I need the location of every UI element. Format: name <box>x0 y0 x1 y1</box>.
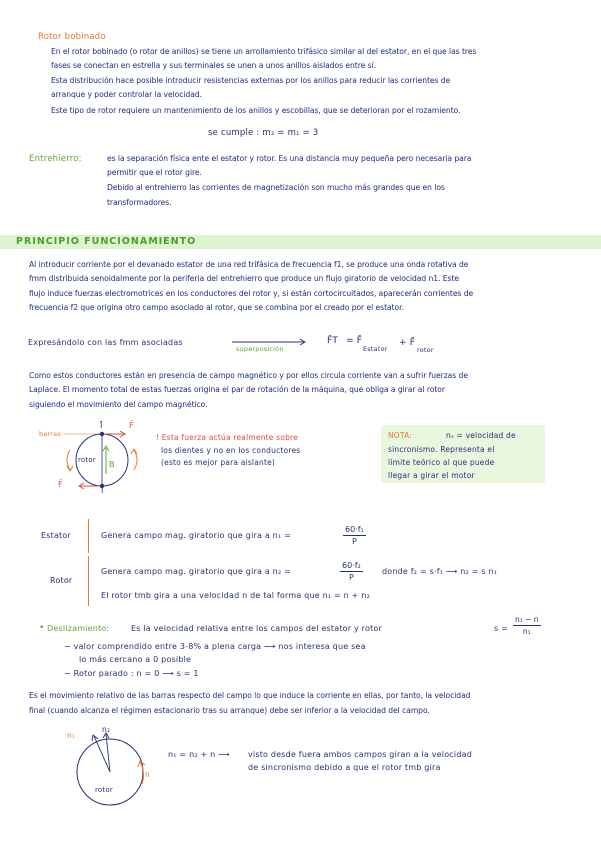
deslizamiento-text: Es la velocidad relativa entre los campos del estator y rotor <box>131 624 383 633</box>
section-header-title: PRINCIPIO FUNCIONAMIENTO <box>16 236 197 247</box>
principio-p1-line1: Al introducir corriente por el devanado estator de una red trifásica de frecuencia f1, se produce una onda rotativa de <box>29 260 469 269</box>
principio-p1-line4: frecuencia f2 que origina otro campo asociado al rotor, que se combina por el creado por el estator. <box>29 303 404 312</box>
fmm-rotor-sub: rotor <box>417 346 434 354</box>
fmm-equals: = F̄ <box>346 336 363 346</box>
entrehierro-line1: es la separación física ente el estator y rotor. Es una distancia muy pequeña pero necesaria para <box>107 154 472 163</box>
rotor-text: Genera campo mag. giratorio que gira a n₂ = <box>101 567 292 576</box>
principio-p2-line2: Laplace. El momento total de estas fuerzas origina el par de rotación de la máquina, que obliga a girar al rotor <box>29 385 445 394</box>
diagram-note-line3: (esto es mejor para aislante) <box>161 458 276 467</box>
nota-line1: nₛ = velocidad de <box>446 431 516 440</box>
estator-fraction-den: P <box>351 537 357 546</box>
principio-p1-line3: flujo induce fuerzas electromotrices en los conductores del rotor y, si están cortocircuitados, aparecerán corrientes de <box>29 289 474 298</box>
rotor-divider <box>88 556 89 606</box>
estator-fraction-num: 60·f₁ <box>345 525 364 534</box>
slip-fraction-den: n₁ <box>522 627 531 636</box>
principio-p1-line2: fmm distribuida senoidalmente por la periferia del entrehierro que produce un flujo giratorio de velocidad n1. Este <box>29 274 459 283</box>
slip-item2: − Rotor parado : n = 0 ⟶ s = 1 <box>64 669 199 678</box>
fmm-text: Expresándolo con las fmm asociadas <box>28 338 183 347</box>
field-b-label: B <box>109 460 115 469</box>
rotor-diagram-label: rotor <box>78 456 96 464</box>
slip-fraction-num: n₁ − n <box>515 615 539 624</box>
rotor-bobinado-p1-line2: fases se conectan en estrella y sus terminales se unen a unos anillos aislados entre sí. <box>51 61 376 70</box>
diagram2-equation: n₁ = n₂ + n ⟶ <box>168 750 230 759</box>
rotor-bobinado-p2-line2: arranque y poder controlar la velocidad. <box>51 90 202 99</box>
entrehierro-line3: Debido al entrehierro las corrientes de magnetización son mucho más grandes que en los <box>107 183 445 192</box>
slip-equals: s = <box>494 624 509 633</box>
diagram2-rotor: rotor <box>95 786 113 794</box>
estator-text: Genera campo mag. giratorio que gira a n₁ = <box>101 531 292 540</box>
entrehierro-label: Entrehierro: <box>29 154 82 164</box>
diagram-note-line2: los dientes y no en los conductores <box>161 446 301 455</box>
nota-line2: sincronismo. Representa el <box>388 445 495 454</box>
estator-divider <box>88 519 89 553</box>
fmm-plus: + F̄ <box>399 338 416 348</box>
diagram2-line2: de sincronismo debido a que el rotor tmb gira <box>248 763 441 772</box>
diagram2-n2: n₂ <box>102 725 111 734</box>
rotor-fraction-num: 60·f₂ <box>342 561 361 570</box>
principio-p2-line3: siguiendo el movimiento del campo magnético. <box>29 400 208 409</box>
rotor-bobinado-p1-line1: En el rotor bobinado (o rotor de anillos) se tiene un arrollamiento trifásico similar al del estator, en el que las tres <box>51 47 477 56</box>
rotor-bobinado-title: Rotor bobinado <box>38 32 106 42</box>
final-line2: final (cuando alcanza el régimen estacionario tras su arranque) debe ser inferior a la velocidad del campo. <box>29 706 430 715</box>
nota-label: NOTA: <box>388 431 413 440</box>
superposicion-label: superposición <box>236 345 284 353</box>
deslizamiento-bullet: • <box>39 623 45 633</box>
current-top-label: Ī <box>100 421 103 430</box>
rotor-fraction-den: P <box>348 573 354 582</box>
estator-label: Estator <box>41 531 71 540</box>
current-bottom-label: Ī <box>101 486 104 495</box>
rotor-label: Rotor <box>50 576 73 585</box>
fmm-total: F̄T <box>327 336 339 346</box>
rotor-donde: donde f₂ = s·f₁ ⟶ n₂ = s n₁ <box>382 567 498 576</box>
rotor-bobinado-formula: se cumple : m₂ = m₁ = 3 <box>208 128 319 138</box>
final-line1: Es el movimiento relativo de las barras respecto del campo lo que induce la corriente en ellas, por tanto, la velocidad <box>29 691 471 700</box>
nota-line3: límite teórico al que puede <box>388 458 495 467</box>
diagram2-n1: n₁ <box>67 731 76 740</box>
diagram2-line1: visto desde fuera ambos campos giran a la velocidad <box>248 750 472 759</box>
rotor-line2: El rotor tmb gira a una velocidad n de tal forma que n₁ = n + n₂ <box>101 591 370 600</box>
slip-item1-line1: − valor comprendido entre 3-8% a plena carga ⟶ nos interesa que sea <box>64 642 366 651</box>
fmm-estator-sub: Estator <box>363 345 388 353</box>
barras-label: barras <box>39 430 61 438</box>
nota-line4: llegar a girar el motor <box>388 471 475 480</box>
slip-item1-line2: lo más cercano a 0 posible <box>79 655 192 664</box>
diagram-note-line1: ! Esta fuerza actúa realmente sobre <box>156 433 298 442</box>
rotor-fraction <box>340 560 363 583</box>
rotor-bobinado-p3: Este tipo de rotor requiere un mantenimiento de los anillos y escobillas, que se deterioran por el rozamiento. <box>51 106 461 115</box>
force-bottom-label: F̄ <box>58 480 63 489</box>
rotor-bobinado-p2-line1: Esta distribución hace posible introducir resistencias externas por los anillos para reducir las corrientes de <box>51 76 451 85</box>
principio-p2-line1: Como estos conductores están en presencia de campo magnético y por ellos circula corriente van a sufrir fuerzas de <box>29 371 468 380</box>
estator-fraction <box>343 524 366 547</box>
entrehierro-line4: transformadores. <box>107 198 172 207</box>
deslizamiento-label: Deslizamiento: <box>47 624 110 633</box>
force-top-label: F̄ <box>129 421 134 430</box>
entrehierro-line2: permitir que el rotor gire. <box>107 168 202 177</box>
diagram2-n: n <box>145 770 150 779</box>
slip-fraction <box>513 614 541 637</box>
